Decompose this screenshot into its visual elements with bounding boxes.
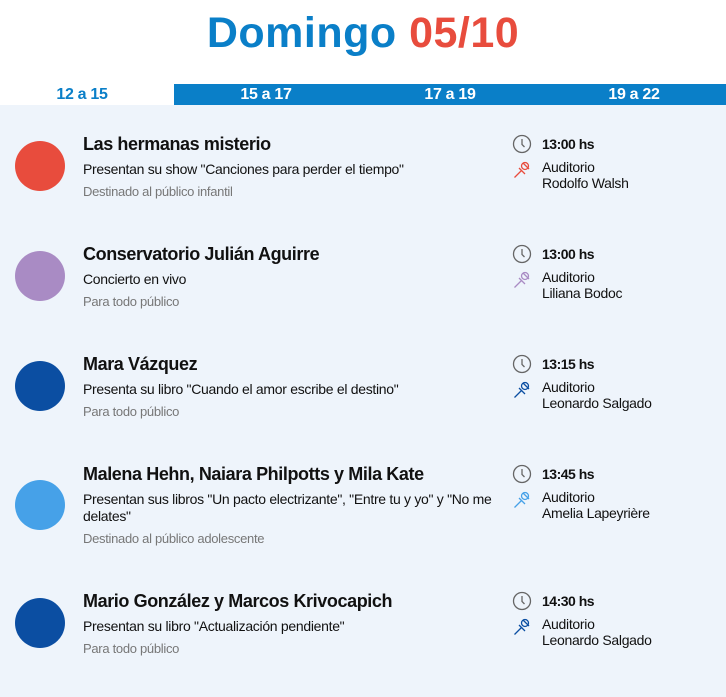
tab-15-17[interactable]: 15 a 17 (174, 84, 358, 105)
pushpin-icon (512, 159, 532, 179)
venue-line1: Auditorio (542, 379, 595, 395)
event-name: Conservatorio Julián Aguirre (83, 244, 320, 264)
venue-line1: Auditorio (542, 159, 595, 175)
tab-19-22[interactable]: 19 a 22 (542, 84, 726, 105)
event-row (0, 590, 726, 656)
time-tabs (0, 84, 726, 105)
day-label: Domingo (206, 9, 397, 57)
venue-name: Liliana Bodoc (542, 285, 623, 301)
event-time: 13:15 hs (542, 356, 595, 372)
event-color-dot (15, 361, 65, 411)
event-name: Mario González y Marcos Krivocapich (83, 591, 393, 611)
clock-icon (512, 464, 532, 484)
clock-icon (512, 591, 532, 611)
event-description: Presentan su show "Canciones para perder el tiempo" (83, 161, 404, 177)
event-time: 13:00 hs (542, 246, 595, 262)
event-row (0, 243, 726, 309)
event-name: Malena Hehn, Naiara Philpotts y Mila Kate (83, 464, 424, 484)
event-description: Presentan su libro "Actualización pendiente" (83, 618, 345, 634)
event-audience: Para todo público (83, 294, 180, 309)
event-row (0, 133, 726, 199)
event-audience: Destinado al público infantil (83, 184, 233, 199)
event-name: Las hermanas misterio (83, 134, 271, 154)
venue-name: Leonardo Salgado (542, 632, 652, 648)
pushpin-icon (512, 489, 532, 509)
event-time: 14:30 hs (542, 593, 595, 609)
venue-line1: Auditorio (542, 489, 595, 505)
venue-line1: Auditorio (542, 616, 595, 632)
event-time: 13:45 hs (542, 466, 595, 482)
event-audience: Para todo público (83, 641, 180, 656)
pushpin-icon (512, 269, 532, 289)
date-label: 05/10 (409, 9, 520, 57)
clock-icon (512, 354, 532, 374)
event-color-dot (15, 598, 65, 648)
event-list (0, 105, 726, 697)
venue-name: Amelia Lapeyrière (542, 505, 650, 521)
event-description: Presentan sus libros "Un pacto electrizante", "Entre tu y yo" y "No me delates" (83, 491, 492, 524)
event-row (0, 463, 726, 546)
event-color-dot (15, 251, 65, 301)
clock-icon (512, 134, 532, 154)
tab-17-19[interactable]: 17 a 19 (358, 84, 542, 105)
event-time: 13:00 hs (542, 136, 595, 152)
venue-line1: Auditorio (542, 269, 595, 285)
event-color-dot (15, 480, 65, 530)
event-color-dot (15, 141, 65, 191)
pushpin-icon (512, 379, 532, 399)
page-title (0, 0, 726, 84)
clock-icon (512, 244, 532, 264)
event-name: Mara Vázquez (83, 354, 198, 374)
event-description: Concierto en vivo (83, 271, 187, 287)
event-row (0, 353, 726, 419)
event-audience: Destinado al público adolescente (83, 531, 265, 546)
venue-name: Rodolfo Walsh (542, 175, 629, 191)
event-audience: Para todo público (83, 404, 180, 419)
event-description: Presenta su libro "Cuando el amor escribe el destino" (83, 381, 399, 397)
venue-name: Leonardo Salgado (542, 395, 652, 411)
pushpin-icon (512, 616, 532, 636)
tab-12-15[interactable]: 12 a 15 (0, 84, 174, 105)
